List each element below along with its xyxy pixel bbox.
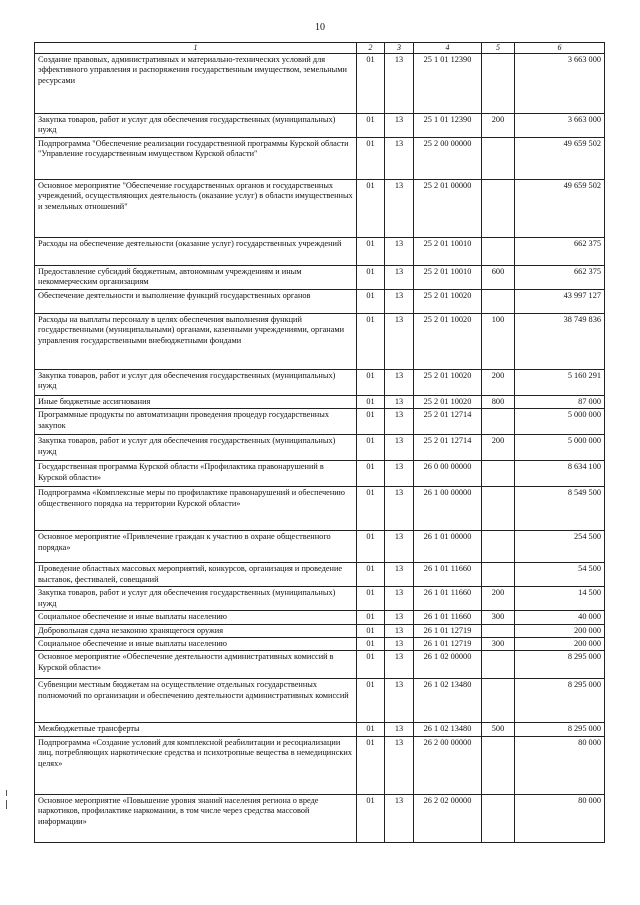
cell-sum: 49 659 502 xyxy=(515,180,605,238)
cell-name: Социальное обеспечение и иные выплаты населению xyxy=(35,638,357,651)
cell-vr xyxy=(482,679,515,723)
cell-pr: 13 xyxy=(385,794,414,842)
cell-gr: 01 xyxy=(357,679,385,723)
table-row xyxy=(35,435,605,461)
cell-vr: 500 xyxy=(482,723,515,736)
cell-sum: 662 375 xyxy=(515,238,605,266)
table-row xyxy=(35,531,605,563)
cell-name: Закупка товаров, работ и услуг для обеспечения государственных (муниципальных) нужд xyxy=(35,114,357,138)
cell-vr xyxy=(482,794,515,842)
table-row xyxy=(35,587,605,611)
cell-cs: 26 0 00 00000 xyxy=(414,461,482,487)
cell-vr xyxy=(482,487,515,531)
cell-cs: 26 1 01 11660 xyxy=(414,563,482,587)
cell-vr xyxy=(482,290,515,314)
table-row xyxy=(35,651,605,679)
cell-vr: 200 xyxy=(482,435,515,461)
cell-sum: 8 295 000 xyxy=(515,651,605,679)
cell-cs: 25 1 01 12390 xyxy=(414,54,482,114)
cell-pr: 13 xyxy=(385,435,414,461)
cell-pr: 13 xyxy=(385,314,414,370)
cell-vr: 100 xyxy=(482,314,515,370)
cell-cs: 26 1 01 11660 xyxy=(414,587,482,611)
cell-name: Расходы на выплаты персоналу в целях обеспечения выполнения функций государственными (муниципальными) органами, казенными учреждениями, органами управления государственными внебюджетными фондами xyxy=(35,314,357,370)
cell-pr: 13 xyxy=(385,587,414,611)
cell-pr: 13 xyxy=(385,138,414,180)
cell-sum: 200 000 xyxy=(515,624,605,637)
cell-pr: 13 xyxy=(385,370,414,396)
cell-name: Субвенции местным бюджетам на осуществление отдельных государственных полномочий по организации и обеспечению деятельности административных комиссий xyxy=(35,679,357,723)
cell-name: Межбюджетные трансферты xyxy=(35,723,357,736)
cell-cs: 26 2 00 00000 xyxy=(414,736,482,794)
cell-sum: 5 000 000 xyxy=(515,409,605,435)
table-row xyxy=(35,736,605,794)
cell-name: Расходы на обеспечение деятельности (оказание услуг) государственных учреждений xyxy=(35,238,357,266)
cell-cs: 26 1 01 00000 xyxy=(414,531,482,563)
cell-cs: 25 2 01 10020 xyxy=(414,290,482,314)
cell-cs: 25 2 01 10010 xyxy=(414,266,482,290)
cell-sum: 14 500 xyxy=(515,587,605,611)
header-col-2: 2 xyxy=(357,43,385,54)
cell-gr: 01 xyxy=(357,138,385,180)
cell-gr: 01 xyxy=(357,531,385,563)
cell-sum: 8 295 000 xyxy=(515,679,605,723)
cell-pr: 13 xyxy=(385,624,414,637)
cell-vr xyxy=(482,461,515,487)
table-row xyxy=(35,679,605,723)
cell-cs: 26 1 01 12719 xyxy=(414,624,482,637)
cell-gr: 01 xyxy=(357,461,385,487)
cell-sum: 8 295 000 xyxy=(515,723,605,736)
cell-vr xyxy=(482,563,515,587)
cell-vr xyxy=(482,736,515,794)
cell-gr: 01 xyxy=(357,736,385,794)
cell-vr xyxy=(482,409,515,435)
cell-cs: 26 1 02 13480 xyxy=(414,723,482,736)
cell-gr: 01 xyxy=(357,587,385,611)
cell-gr: 01 xyxy=(357,794,385,842)
cell-vr: 300 xyxy=(482,638,515,651)
cell-pr: 13 xyxy=(385,679,414,723)
cell-sum: 54 500 xyxy=(515,563,605,587)
table-row xyxy=(35,409,605,435)
cell-cs: 26 1 01 11660 xyxy=(414,611,482,624)
cell-pr: 13 xyxy=(385,611,414,624)
table-row xyxy=(35,794,605,842)
cell-cs: 25 2 01 10020 xyxy=(414,314,482,370)
cell-cs: 26 2 02 00000 xyxy=(414,794,482,842)
cell-gr: 01 xyxy=(357,651,385,679)
cell-cs: 25 2 01 12714 xyxy=(414,435,482,461)
header-col-1: 1 xyxy=(35,43,357,54)
cell-pr: 13 xyxy=(385,266,414,290)
cell-vr xyxy=(482,624,515,637)
cell-gr: 01 xyxy=(357,435,385,461)
cell-pr: 13 xyxy=(385,487,414,531)
cell-cs: 25 2 01 10010 xyxy=(414,238,482,266)
header-col-4: 4 xyxy=(414,43,482,54)
table-row xyxy=(35,180,605,238)
cell-sum: 5 160 291 xyxy=(515,370,605,396)
table-row xyxy=(35,54,605,114)
cell-gr: 01 xyxy=(357,314,385,370)
cell-pr: 13 xyxy=(385,238,414,266)
cell-sum: 254 500 xyxy=(515,531,605,563)
cell-gr: 01 xyxy=(357,409,385,435)
cell-name: Иные бюджетные ассигнования xyxy=(35,396,357,409)
cell-sum: 80 000 xyxy=(515,794,605,842)
table-row xyxy=(35,723,605,736)
cell-name: Добровольная сдача незаконно хранящегося оружия xyxy=(35,624,357,637)
cell-sum: 87 000 xyxy=(515,396,605,409)
cell-vr xyxy=(482,180,515,238)
table-row xyxy=(35,611,605,624)
table-row xyxy=(35,487,605,531)
page-number: 10 xyxy=(315,22,325,33)
cell-gr: 01 xyxy=(357,624,385,637)
cell-pr: 13 xyxy=(385,54,414,114)
table-row xyxy=(35,238,605,266)
cell-gr: 01 xyxy=(357,238,385,266)
cell-gr: 01 xyxy=(357,290,385,314)
cell-cs: 25 1 01 12390 xyxy=(414,114,482,138)
cell-cs: 26 1 02 00000 xyxy=(414,651,482,679)
cell-name: Подпрограмма «Комплексные меры по профилактике правонарушений и обеспечению общественного порядка на территории Курской области» xyxy=(35,487,357,531)
cell-gr: 01 xyxy=(357,487,385,531)
cell-vr: 200 xyxy=(482,587,515,611)
cell-name: Подпрограмма "Обеспечение реализации государственной программы Курской области "Управление государственным имуществом Курской области" xyxy=(35,138,357,180)
cell-pr: 13 xyxy=(385,409,414,435)
table-header-row xyxy=(35,43,605,54)
cell-name: Обеспечение деятельности и выполнение функций государственных органов xyxy=(35,290,357,314)
budget-table xyxy=(34,42,605,843)
cell-name: Закупка товаров, работ и услуг для обеспечения государственных (муниципальных) нужд xyxy=(35,370,357,396)
cell-sum: 200 000 xyxy=(515,638,605,651)
cell-name: Проведение областных массовых мероприятий, конкурсов, организация и проведение выставок, фестивалей, совещаний xyxy=(35,563,357,587)
cell-vr xyxy=(482,238,515,266)
cell-pr: 13 xyxy=(385,736,414,794)
cell-name: Социальное обеспечение и иные выплаты населению xyxy=(35,611,357,624)
cell-pr: 13 xyxy=(385,723,414,736)
cell-gr: 01 xyxy=(357,563,385,587)
cell-vr: 200 xyxy=(482,370,515,396)
cell-vr: 600 xyxy=(482,266,515,290)
cell-sum: 5 000 000 xyxy=(515,435,605,461)
cell-sum: 38 749 836 xyxy=(515,314,605,370)
table-row xyxy=(35,396,605,409)
cell-name: Основное мероприятие «Обеспечение деятельности административных комиссий в Курской области» xyxy=(35,651,357,679)
cell-pr: 13 xyxy=(385,396,414,409)
cell-gr: 01 xyxy=(357,114,385,138)
cell-name: Закупка товаров, работ и услуг для обеспечения государственных (муниципальных) нужд xyxy=(35,587,357,611)
header-col-3: 3 xyxy=(385,43,414,54)
cell-sum: 43 997 127 xyxy=(515,290,605,314)
table-row xyxy=(35,314,605,370)
cell-name: Основное мероприятие "Обеспечение государственных органов и государственных учреждений, осуществляющих деятельность (оказание услуг) в области имущественных и земельных отношений" xyxy=(35,180,357,238)
header-col-6: 6 xyxy=(515,43,605,54)
cell-pr: 13 xyxy=(385,114,414,138)
cell-name: Предоставление субсидий бюджетным, автономным учреждениям и иным некоммерческим организациям xyxy=(35,266,357,290)
margin-mark xyxy=(6,800,7,809)
cell-name: Закупка товаров, работ и услуг для обеспечения государственных (муниципальных) нужд xyxy=(35,435,357,461)
cell-cs: 26 1 02 13480 xyxy=(414,679,482,723)
cell-vr xyxy=(482,651,515,679)
cell-cs: 25 2 01 00000 xyxy=(414,180,482,238)
cell-name: Подпрограмма «Создание условий для комплексной реабилитации и ресоциализации лиц, потребляющих наркотические средства и психотропные вещества в немедицинских целях» xyxy=(35,736,357,794)
cell-vr: 300 xyxy=(482,611,515,624)
cell-cs: 25 2 01 10020 xyxy=(414,396,482,409)
header-col-5: 5 xyxy=(482,43,515,54)
cell-pr: 13 xyxy=(385,531,414,563)
cell-sum: 3 663 000 xyxy=(515,114,605,138)
cell-cs: 26 1 00 00000 xyxy=(414,487,482,531)
cell-cs: 25 2 01 10020 xyxy=(414,370,482,396)
cell-sum: 3 663 000 xyxy=(515,54,605,114)
table-row xyxy=(35,638,605,651)
cell-name: Основное мероприятие «Привлечение граждан к участию в охране общественного порядка» xyxy=(35,531,357,563)
cell-gr: 01 xyxy=(357,370,385,396)
table-row xyxy=(35,266,605,290)
cell-name: Государственная программа Курской области «Профилактика правонарушений в Курской области» xyxy=(35,461,357,487)
cell-vr xyxy=(482,54,515,114)
cell-sum: 662 375 xyxy=(515,266,605,290)
cell-pr: 13 xyxy=(385,290,414,314)
cell-name: Программные продукты по автоматизации проведения процедур государственных закупок xyxy=(35,409,357,435)
table-row xyxy=(35,461,605,487)
cell-cs: 26 1 01 12719 xyxy=(414,638,482,651)
cell-sum: 80 000 xyxy=(515,736,605,794)
cell-gr: 01 xyxy=(357,396,385,409)
cell-pr: 13 xyxy=(385,638,414,651)
cell-sum: 40 000 xyxy=(515,611,605,624)
cell-vr xyxy=(482,531,515,563)
cell-gr: 01 xyxy=(357,180,385,238)
cell-gr: 01 xyxy=(357,54,385,114)
cell-gr: 01 xyxy=(357,723,385,736)
cell-pr: 13 xyxy=(385,461,414,487)
cell-name: Создание правовых, административных и материально-технических условий для эффективного управления и распоряжения государственным имуществом, земельными ресурсами xyxy=(35,54,357,114)
cell-vr: 200 xyxy=(482,114,515,138)
margin-mark xyxy=(6,790,7,796)
table-row xyxy=(35,370,605,396)
cell-sum: 8 549 500 xyxy=(515,487,605,531)
table-row xyxy=(35,624,605,637)
cell-cs: 25 2 01 12714 xyxy=(414,409,482,435)
table-row xyxy=(35,563,605,587)
table-row xyxy=(35,290,605,314)
cell-gr: 01 xyxy=(357,266,385,290)
cell-name: Основное мероприятие «Повышение уровня знаний населения региона о вреде наркотиков, профилактике наркомании, в том числе через средства массовой информации» xyxy=(35,794,357,842)
cell-pr: 13 xyxy=(385,180,414,238)
cell-pr: 13 xyxy=(385,651,414,679)
table-row xyxy=(35,138,605,180)
cell-gr: 01 xyxy=(357,611,385,624)
cell-vr xyxy=(482,138,515,180)
cell-pr: 13 xyxy=(385,563,414,587)
cell-sum: 49 659 502 xyxy=(515,138,605,180)
cell-gr: 01 xyxy=(357,638,385,651)
cell-vr: 800 xyxy=(482,396,515,409)
cell-sum: 8 634 100 xyxy=(515,461,605,487)
cell-cs: 25 2 00 00000 xyxy=(414,138,482,180)
table-row xyxy=(35,114,605,138)
